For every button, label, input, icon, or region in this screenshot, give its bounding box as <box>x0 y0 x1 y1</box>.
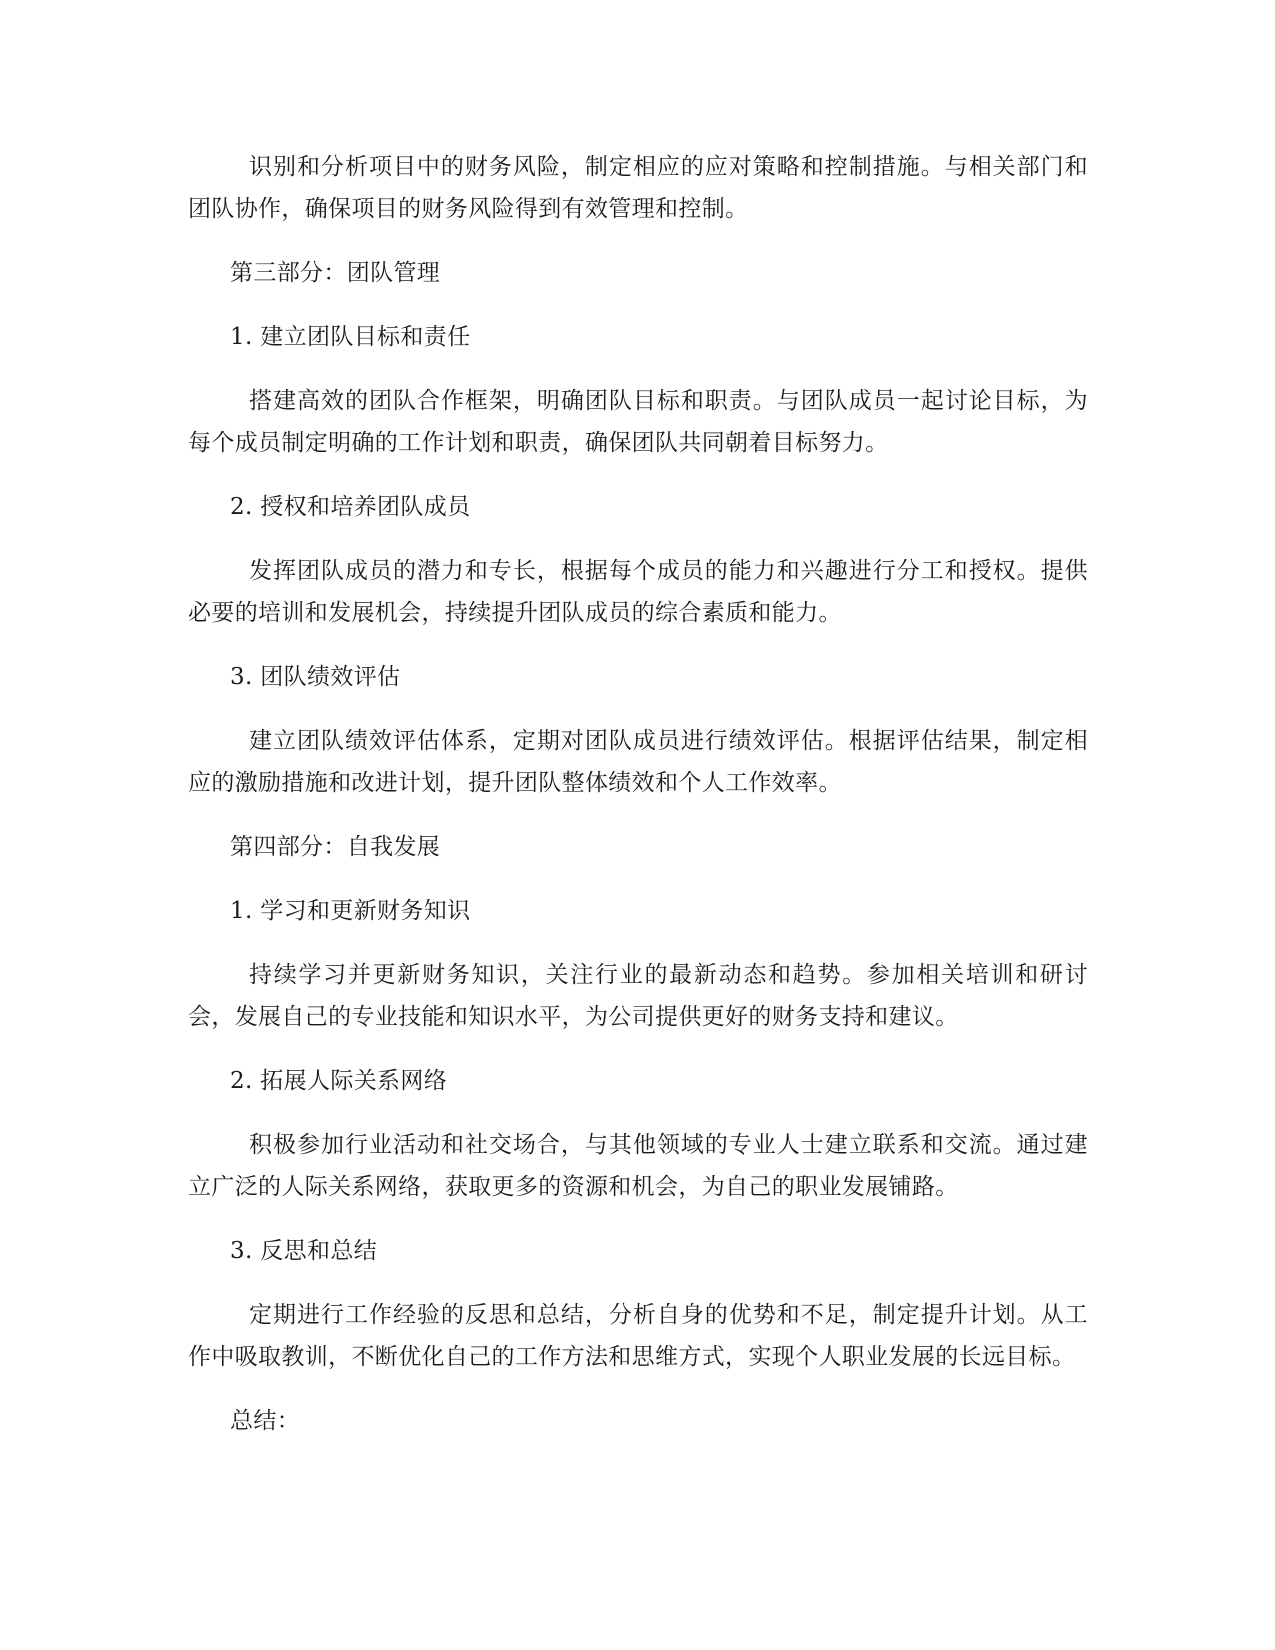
paragraph-empower-members: 发挥团队成员的潜力和专长，根据每个成员的能力和兴趣进行分工和授权。提供必要的培训和发展机会，持续提升团队成员的综合素质和能力。 <box>188 558 1088 626</box>
paragraph-learning: 持续学习并更新财务知识，关注行业的最新动态和趋势。参加相关培训和研讨会，发展自己的专业技能和知识水平，为公司提供更好的财务支持和建议。 <box>188 962 1088 1030</box>
subheading-reflection: 3. 反思和总结 <box>230 1238 378 1264</box>
document-body <box>188 146 1088 1442</box>
paragraph-team-goals: 搭建高效的团队合作框架，明确团队目标和职责。与团队成员一起讨论目标，为每个成员制定明确的工作计划和职责，确保团队共同朝着目标努力。 <box>188 388 1088 456</box>
paragraph-performance-review: 建立团队绩效评估体系，定期对团队成员进行绩效评估。根据评估结果，制定相应的激励措施和改进计划，提升团队整体绩效和个人工作效率。 <box>188 728 1088 796</box>
subheading-performance-review: 3. 团队绩效评估 <box>230 664 401 690</box>
section-heading-self-development: 第四部分：自我发展 <box>230 834 441 860</box>
subheading-team-goals: 1. 建立团队目标和责任 <box>230 324 471 350</box>
subheading-learning: 1. 学习和更新财务知识 <box>230 898 471 924</box>
section-heading-team-management: 第三部分：团队管理 <box>230 260 441 286</box>
subheading-networking: 2. 拓展人际关系网络 <box>230 1068 448 1094</box>
subheading-empower-members: 2. 授权和培养团队成员 <box>230 494 471 520</box>
section-heading-summary: 总结： <box>230 1408 301 1434</box>
paragraph-financial-risk: 识别和分析项目中的财务风险，制定相应的应对策略和控制措施。与相关部门和团队协作，确保项目的财务风险得到有效管理和控制。 <box>188 154 1088 222</box>
paragraph-networking: 积极参加行业活动和社交场合，与其他领域的专业人士建立联系和交流。通过建立广泛的人际关系网络，获取更多的资源和机会，为自己的职业发展铺路。 <box>188 1132 1088 1200</box>
paragraph-reflection: 定期进行工作经验的反思和总结，分析自身的优势和不足，制定提升计划。从工作中吸取教训，不断优化自己的工作方法和思维方式，实现个人职业发展的长远目标。 <box>188 1302 1088 1370</box>
